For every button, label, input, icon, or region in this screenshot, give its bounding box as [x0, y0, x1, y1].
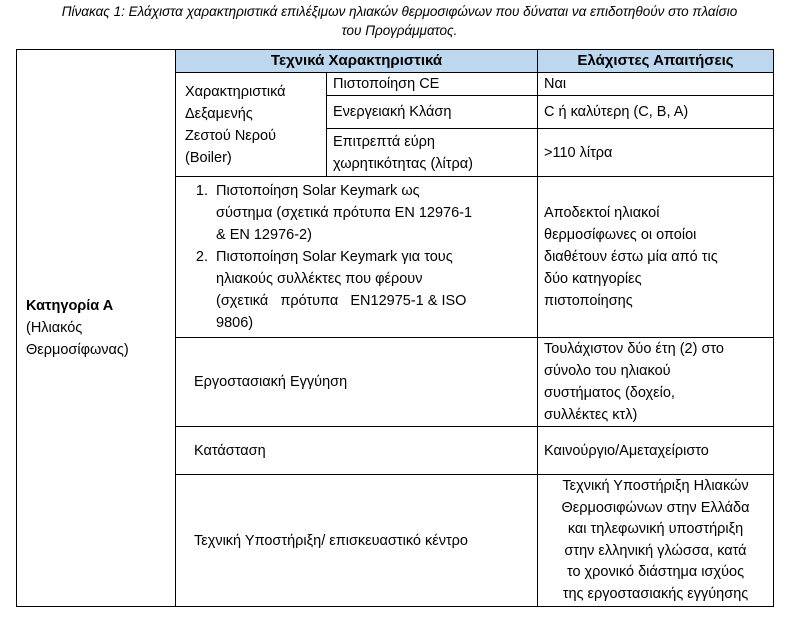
requirement-cell: >110 λίτρα: [538, 129, 774, 177]
list-item: [212, 180, 531, 246]
list-item-line: Πιστοποίηση Solar Keymark ως: [216, 183, 420, 199]
requirement-cell: Καινούργιο/Αμεταχείριστο: [538, 427, 774, 475]
requirement-line: Τεχνική Υποστήριξη Ηλιακών: [562, 478, 749, 494]
requirement-cell: [538, 338, 774, 427]
feature-line: Επιτρεπτά εύρη: [333, 133, 435, 150]
feature-cell: Κατάσταση: [176, 427, 538, 475]
list-item: [212, 246, 531, 334]
requirement-line: δύο κατηγορίες: [544, 271, 642, 287]
certification-cell: [176, 177, 538, 338]
boiler-label-line: (Boiler): [185, 149, 232, 166]
requirement-cell: [538, 475, 774, 607]
requirement-line: σύνολο του ηλιακού: [544, 363, 671, 379]
category-subtitle-line-2: Θερμοσίφωνας): [26, 342, 129, 358]
requirement-line: συλλέκτες κτλ): [544, 407, 638, 423]
certification-list: [182, 180, 531, 334]
boiler-label-line: Ζεστού Νερού: [185, 127, 276, 144]
requirement-line: θερμοσίφωνες οι οποίοι: [544, 227, 697, 243]
boiler-label-line: Χαρακτηριστικά: [185, 83, 286, 100]
requirement-line: πιστοποίησης: [544, 293, 633, 309]
requirement-line: Θερμοσιφώνων στην Ελλάδα: [561, 499, 750, 516]
category-cell: [17, 50, 176, 607]
boiler-label-line: Δεξαμενής: [185, 105, 253, 122]
requirement-cell: [538, 177, 774, 338]
requirement-line: συστήματος (δοχείο,: [544, 385, 675, 401]
feature-cell: Εργοστασιακή Εγγύηση: [176, 338, 538, 427]
requirement-cell: C ή καλύτερη (C, B, A): [538, 96, 774, 129]
requirement-line: της εργοστασιακής εγγύησης: [562, 585, 749, 602]
requirement-line: διαθέτουν έστω μία από τις: [544, 249, 718, 265]
feature-cell: Πιστοποίηση CE: [327, 73, 538, 96]
header-features: Τεχνικά Χαρακτηριστικά: [176, 50, 538, 73]
caption-line-2: του Προγράμματος.: [341, 23, 458, 38]
list-item-line: ηλιακούς συλλέκτες που φέρουν: [216, 271, 423, 287]
requirement-line: και τηλεφωνική υποστήριξη: [567, 521, 744, 537]
list-item-line: & EN 12976-2): [216, 227, 312, 243]
requirement-line: Τουλάχιστον δύο έτη (2) στο: [544, 341, 724, 357]
requirement-line: Αποδεκτοί ηλιακοί: [544, 205, 660, 221]
table-caption: [0, 2, 799, 40]
caption-line-1: Πίνακας 1: Ελάχιστα χαρακτηριστικά επιλέξιμων ηλιακών θερμοσιφώνων που δύναται να επιδοτηθούν στο πλαίσιο: [61, 4, 738, 19]
requirements-table: [16, 49, 774, 607]
requirement-line: το χρονικό διάστημα ισχύος: [566, 564, 745, 580]
feature-line: χωρητικότητας (λίτρα): [333, 155, 473, 172]
table-header-row: [17, 50, 774, 73]
list-item-line: σύστημα (σχετικά πρότυπα EN 12976-1: [216, 205, 473, 221]
category-subtitle-line-1: (Ηλιακός: [26, 320, 83, 336]
list-item-line: Πιστοποίηση Solar Keymark για τους: [216, 249, 453, 265]
feature-cell: Ενεργειακή Κλάση: [327, 96, 538, 129]
list-item-line: 9806): [216, 315, 254, 331]
feature-cell: Τεχνική Υποστήριξη/ επισκευαστικό κέντρο: [176, 475, 538, 607]
requirement-cell: Ναι: [538, 73, 774, 96]
feature-cell: [327, 129, 538, 177]
header-requirements: Ελάχιστες Απαιτήσεις: [538, 50, 774, 73]
requirement-line: στην ελληνική γλώσσα, κατά: [564, 542, 747, 559]
boiler-label-cell: [176, 73, 327, 177]
category-title: Κατηγορία Α: [26, 298, 114, 314]
list-item-line: (σχετικά πρότυπα EN12975-1 & ISO: [216, 293, 467, 309]
